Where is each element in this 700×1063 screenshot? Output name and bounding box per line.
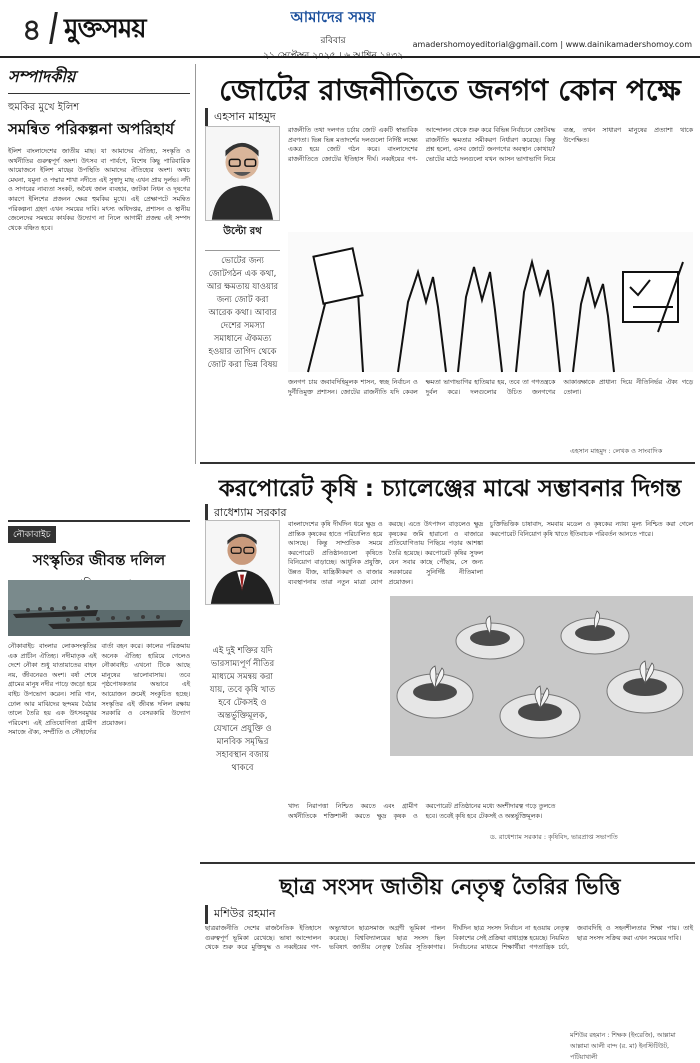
section-title: মুক্তসময় — [64, 14, 146, 44]
article2-headline[interactable]: করপোরেট কৃষি : চ্যালেঞ্জের মাঝে সম্ভাবনার দিগন্ত — [218, 476, 682, 502]
issue-day: রবিবার — [320, 36, 346, 46]
ballot-hands-icon — [288, 232, 693, 372]
article1-author-note: এহসান মাহমুদ : লেখক ও সাংবাদিক — [570, 447, 663, 455]
left-column — [8, 64, 190, 1050]
portrait-icon — [205, 520, 280, 605]
article3-author-note: মশিউর রহমান : শিক্ষক (ইংরেজি), আল্লামা আল্লামা আলী বান্দ (র. মা) ইনস্টিটিউট, পটিয়াখালী — [570, 1032, 676, 1061]
article2-body: বাংলাদেশের কৃষি দীর্ঘদিন ধরে ক্ষুদ্র ও প্রান্তিক কৃষকের হাতে পরিচালিত হয়ে আসছে। কিন্তু সাম্প্রতিক সময়ে করপোরেট প্রতিষ্ঠানগুলো কৃষিতে বিনিয়োগ বাড়াচ্ছে। আধুনিক প্রযুক্তি, উন্নত বীজ, যান্ত্রিকীকরণ ও বাজার ব্যবস্থাপনায় তারা নতুন মাত্রা যোগ করছে। এতে উৎপাদন বাড়লেও ক্ষুদ্র কৃষকের জমি হারানো ও বাজারে প্রতিযোগিতায় পিছিয়ে পড়ার আশঙ্কা তৈরি হয়েছে। করপোরেট কৃষির সুফল যেন সবার কাছে পৌঁছায়, সে জন্য সরকারের সুনির্দিষ্ট নীতিমালা প্রয়োজন। — [288, 521, 483, 586]
paper-logo: আমাদের সময় — [290, 8, 376, 26]
boat-race-icon — [8, 580, 190, 636]
oped-body: নৌকাবাইচ বাংলার লোকসংস্কৃতির এক প্রাচীন ঐতিহ্য। নদীমাতৃক এই দেশে নৌকা শুধু যাতায়াতের বাহন নয়, জীবনেরও অংশ। বর্ষা শেষে গ্রামের মানুষ নদীর পাড়ে জড়ো হয়ে বাইচ উপভোগ করেন। সারি গান, ঢোল আর মাঝিদের ছন্দময় বৈঠার তালে তৈরি হয় এক উৎসবমুখর পরিবেশ। এই প্রতিযোগিতা গ্রামীণ সমাজে ঐক্য, সম্প্রীতি ও সৌহার্দ্যের বার্তা বহন করে। কালের পরিক্রমায় অনেক ঐতিহ্য হারিয়ে গেলেও নৌকাবাইচ এখনো টিকে আছে মানুষের ভালোবাসায়। তবে পৃষ্ঠপোষকতার অভাবে এই আয়োজন ক্রমেই সংকুচিত হচ্ছে। সংস্কৃতির এই জীবন্ত দলিল রক্ষায় সরকারি ও বেসরকারি উদ্যোগ প্রয়োজন। — [8, 643, 190, 737]
article1-body-continued: জনগণ চায় জবাবদিহিমূলক শাসন, স্বচ্ছ নির্বাচন ও দুর্নীতিমুক্ত প্রশাসন। জোটের রাজনীতি যদি কেবল ক্ষমতা ভাগাভাগির হাতিয়ার হয়, তবে তা গণতন্ত্রকে দুর্বল করে। দলগুলোর উচিত জনগণের আকাঙ্ক্ষাকে প্রাধান্য দিয়ে নীতিনির্ভর ঐক্য গড়ে তোলা। — [288, 379, 693, 396]
section-rule — [200, 862, 695, 864]
editorial-kicker: হুমকির মুখে ইলিশ — [8, 102, 80, 113]
editorial-email[interactable]: amadershomoyeditorial@gmail.com — [412, 40, 558, 49]
article1-byline: এহসান মাহমুদ — [205, 108, 485, 127]
section-rule — [200, 462, 695, 464]
article1-headline[interactable]: জোটের রাজনীতিতে জনগণ কোন পক্ষে — [219, 73, 681, 107]
article2-author-note: ড. রাধেশ্যাম সরকার : কৃষিবিদ, ভারপ্রাপ্ত সভাপতি — [490, 833, 618, 841]
page-number: ৪ — [22, 13, 42, 48]
issue-date: ২১ সেপ্টেম্বর ২০২৫ । ৬ আশ্বিন ১৪৩২ — [263, 51, 403, 61]
article3-byline: মশিউর রহমান — [205, 905, 485, 924]
contact-links — [413, 40, 692, 49]
article1-body: রাজনীতি তথা দলগত চর্চায় জোট একটি স্বাভাবিক প্রবণতা। ভিন্ন ভিন্ন মতাদর্শের দলগুলো নির্দিষ্ট লক্ষ্যে একত্র হয়ে জোট গঠন করে। বাংলাদেশের রাজনীতিতে জোটের ইতিহাস দীর্ঘ। নব্বইয়ের গণ-আন্দোলন থেকে শুরু করে বিভিন্ন নির্বাচনে জোটবদ্ধ রাজনীতি ক্ষমতার সমীকরণ নির্ধারণ করেছে। কিন্তু প্রশ্ন হলো, এসব জোটে জনগণের অবস্থান কোথায়? ভোটের মাঠে দলগুলো যখন আসন ভাগাভাগি নিয়ে ব্যস্ত, তখন সাধারণ মানুষের প্রত্যাশা থাকে উপেক্ষিত। — [288, 127, 693, 163]
website-link[interactable]: www.dainikamadershomoy.com — [565, 40, 692, 49]
portrait-icon — [205, 126, 280, 221]
article2-body-right: চুক্তিভিত্তিক চাষাবাদ, সমবায় মডেল ও কৃষকের ন্যায্য মূল্য নিশ্চিত করা গেলে করপোরেট বিনিয়োগ কৃষি খাতে ইতিবাচক পরিবর্তন আনতে পারে। — [490, 521, 693, 538]
article1-column-name: উল্টো রথ — [223, 226, 262, 237]
article3-body: ছাত্ররাজনীতি দেশের রাজনৈতিক ইতিহাসে গুরুত্বপূর্ণ ভূমিকা রেখেছে। ভাষা আন্দোলন থেকে শুরু করে মুক্তিযুদ্ধ ও নব্বইয়ের গণ-অভ্যুত্থানে ছাত্রসমাজ অগ্রণী ভূমিকা পালন করেছে। বিশ্ববিদ্যালয়ের ছাত্র সংসদ ছিল ভবিষ্যৎ জাতীয় নেতৃত্ব তৈরির সূতিকাগার। দীর্ঘদিন ছাত্র সংসদ নির্বাচন না হওয়ায় নেতৃত্ব বিকাশের সেই প্রক্রিয়া বাধাগ্রস্ত হয়েছে। নিয়মিত নির্বাচনের মাধ্যমে শিক্ষার্থীরা গণতান্ত্রিক চর্চা, জবাবদিহি ও সহনশীলতার শিক্ষা পায়। তাই ছাত্র সংসদ সক্রিয় করা এখন সময়ের দাবি। — [205, 925, 693, 952]
masthead — [0, 0, 700, 61]
sprout-hands-icon — [390, 596, 693, 756]
oped-tag: নৌকাবাইচ — [8, 526, 56, 543]
editorial-tag: সম্পাদকীয় — [8, 64, 190, 94]
article2-byline: রাধেশ্যাম সরকার — [205, 504, 485, 523]
article3-headline[interactable]: ছাত্র সংসদ জাতীয় নেতৃত্ব তৈরির ভিত্তি — [279, 875, 621, 900]
paper-info — [253, 6, 413, 63]
column-divider — [195, 64, 196, 464]
article2-pullquote: এই দুই শক্তির যদি ভারসাম্যপূর্ণ নীতির মাধ্যমে সমন্বয় করা যায়, তবে কৃষি খাত হবে টেকসই ও অন্তর্ভুক্তিমূলক, যেখানে প্রযুক্তি ও মানবিক সমৃদ্ধির সহাবস্থান বজায় থাকবে — [209, 646, 276, 773]
oped-title: সংস্কৃতির জীবন্ত দলিল — [32, 551, 166, 569]
link-separator: | — [560, 40, 566, 49]
article2-body-continued: খাদ্য নিরাপত্তা নিশ্চিত করতে এবং গ্রামীণ অর্থনীতিকে শক্তিশালী করতে ক্ষুদ্র কৃষক ও করপোরেট প্রতিষ্ঠানের মধ্যে অংশীদারত্ব গড়ে তুলতে হবে। তবেই কৃষি হবে টেকসই ও অন্তর্ভুক্তিমূলক। — [288, 803, 556, 820]
page-number-divider — [49, 12, 58, 44]
editorial-body: ইলিশ বাংলাদেশের জাতীয় মাছ। যা আমাদের ঐতিহ্য, সংস্কৃতি ও অর্থনীতির গুরুত্বপূর্ণ অংশ। উৎসব বা পার্বণে, বিশেষ কিছু পারিবারিক আয়োজনে ইলিশ মাছের উপস্থিতি আমাদের ঐতিহ্যের অংশ। অথচ মেঘনা, যমুনা ও পদ্মার শাখা নদীতে এই সুস্বাদু মাছ এখন প্রায় দুর্লভ। নদী ও সাগরের নাব্যতা সংকট, অবৈধ জাল ব্যবহার, জাটকা নিধন ও দূষণের কারণে ইলিশের প্রজনন ক্ষেত্র হুমকির মুখে। এই প্রেক্ষাপটে সমন্বিত পরিকল্পনা গ্রহণ এখন সময়ের দাবি। মৎস্য অধিদপ্তর, প্রশাসন ও স্থানীয় জেলেদের সমন্বয়ে কার্যকর উদ্যোগ না নিলে আগামী প্রজন্ম এই সম্পদ থেকে বঞ্চিত হবে। — [8, 148, 190, 232]
editorial-title: সমন্বিত পরিকল্পনা অপরিহার্য — [8, 120, 175, 138]
article1-pullquote: ভোটের জন্য জোটগঠন এক কথা, আর ক্ষমতায় যাওয়ার জন্য জোট করা আরেক কথা। আবার দেশের সমস্যা সমাধানে ঐকমত্য হওয়ার তাগিদ থেকে জোট করা ভিন্ন বিষয় — [205, 250, 280, 390]
